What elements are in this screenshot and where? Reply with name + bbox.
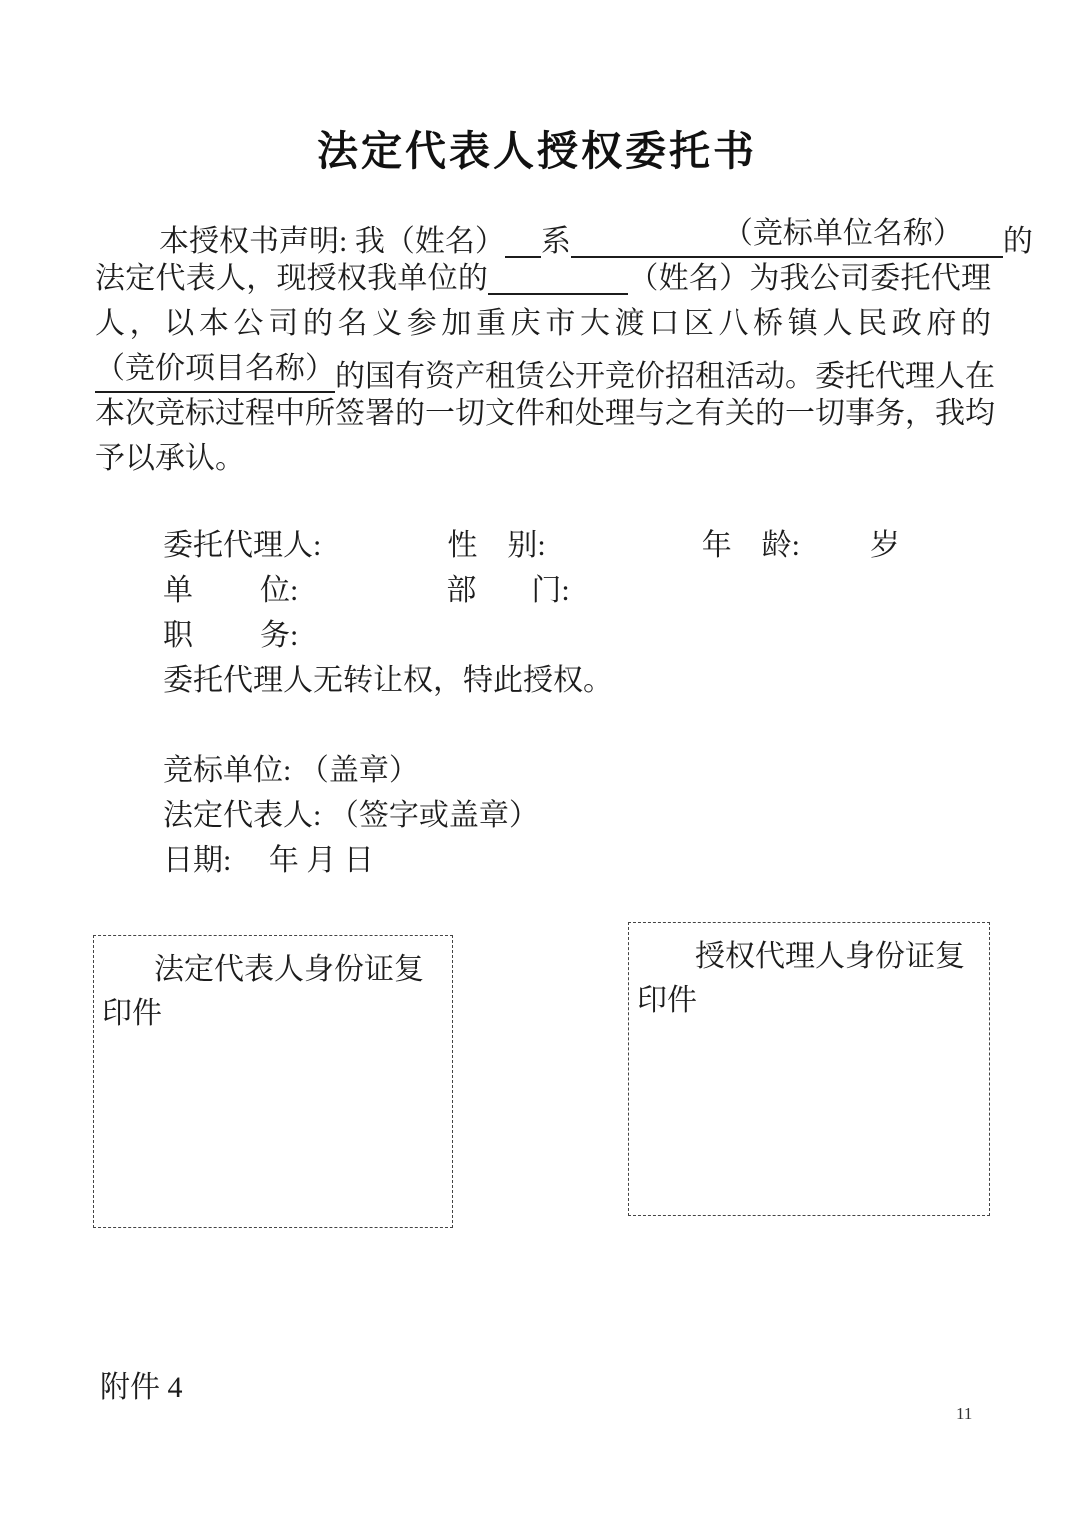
blank-underline <box>963 218 1003 250</box>
attachment-label: 附件 4 <box>100 1371 183 1404</box>
line2-text-b: （姓名）为我公司委托代理 <box>628 262 992 295</box>
line1-text-b: 系 <box>540 225 571 258</box>
agent-label: 委托代理人: <box>163 529 322 562</box>
page-number: 11 <box>956 1404 973 1423</box>
paragraph-line-3: 人，以本公司的名义参加重庆市大渡口区八桥镇人民政府的 <box>95 307 991 340</box>
unit-label-b: 位: <box>260 574 299 607</box>
age-label: 年 龄: <box>701 529 801 562</box>
paragraph-line-4 <box>95 346 995 393</box>
line2-text-a: 法定代表人，现授权我单位的 <box>95 262 489 295</box>
project-name-placeholder: （竞价项目名称） <box>95 346 335 393</box>
paragraph-line-2 <box>95 256 991 301</box>
duty-label-b: 务: <box>260 619 299 652</box>
dept-label-b: 门: <box>531 574 570 607</box>
line4-text-b: 的国有资产租赁公开竞价招租活动。委托代理人在 <box>335 360 995 393</box>
gender-label: 性 别: <box>447 529 546 562</box>
line1-text-d: 的 <box>1002 225 1033 258</box>
field-row-unit <box>95 568 991 613</box>
line1-text-a: 本授权书声明: 我（姓名） <box>159 225 505 258</box>
blank-underline <box>635 218 723 250</box>
agent-info-fields <box>95 523 991 703</box>
declaration-paragraph <box>95 211 1033 481</box>
bidder-unit-seal-line: 竞标单位: （盖章） <box>163 754 419 787</box>
blank-agent-name-underline <box>488 261 628 295</box>
legal-rep-id-copy-label: 法定代表人身份证复印件 <box>102 953 424 1030</box>
no-transfer-note: 委托代理人无转让权，特此授权。 <box>163 664 613 697</box>
paragraph-line-6: 予以承认。 <box>95 442 245 475</box>
unit-label-a: 单 <box>163 574 193 607</box>
authorized-agent-id-copy-box <box>628 922 990 1216</box>
bidder-name-underline-group <box>571 211 1003 258</box>
authorized-agent-id-copy-label: 授权代理人身份证复印件 <box>637 940 965 1017</box>
field-row-duty <box>95 613 991 658</box>
duty-label-a: 职 <box>163 619 193 652</box>
dept-label-a: 部 <box>446 574 477 607</box>
blank-name-underline <box>505 224 541 258</box>
signature-block <box>95 748 991 883</box>
paragraph-line-1 <box>95 211 1033 258</box>
age-unit-label: 岁 <box>870 529 901 562</box>
date-line: 日期: 年 月 日 <box>163 844 374 877</box>
legal-rep-id-copy-box <box>93 935 453 1228</box>
paragraph-line-5: 本次竞标过程中所签署的一切文件和处理与之有关的一切事务，我均 <box>95 397 995 430</box>
legal-rep-sign-line: 法定代表人: （签字或盖章） <box>163 799 539 832</box>
field-row-agent <box>95 523 991 568</box>
bidder-unit-placeholder: （竞标单位名称） <box>722 217 963 250</box>
document-title: 法定代表人授权委托书 <box>317 128 757 174</box>
